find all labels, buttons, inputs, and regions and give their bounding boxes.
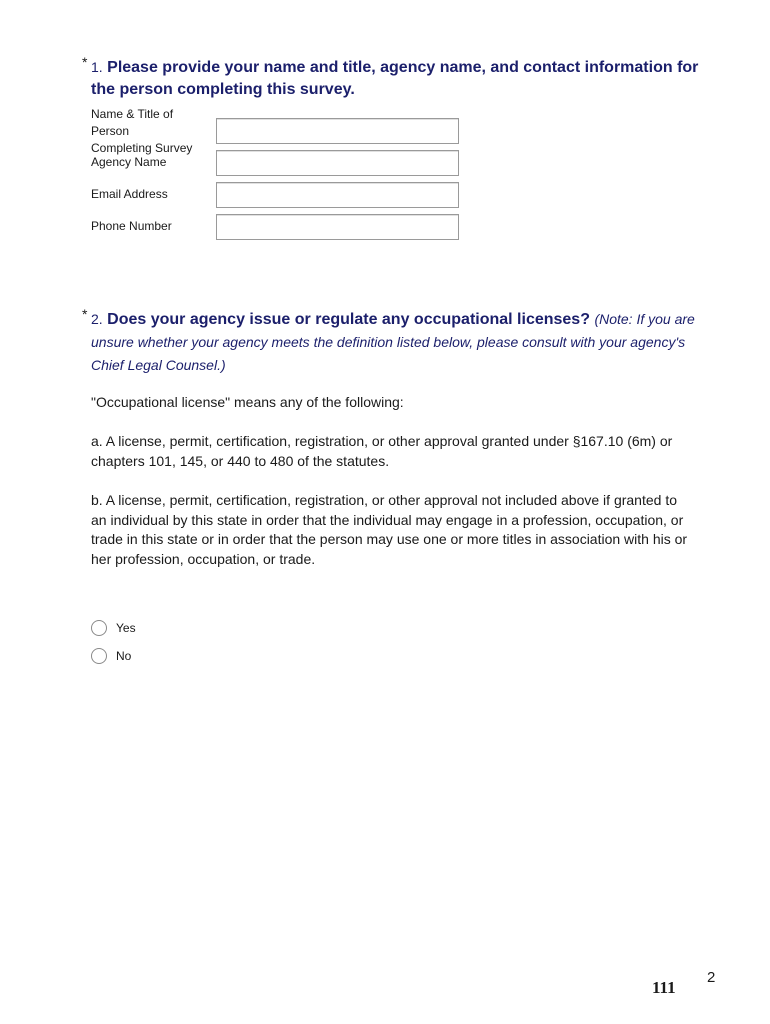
required-asterisk: *: [82, 306, 88, 322]
question-2-heading: [91, 308, 701, 377]
radio-yes[interactable]: [91, 620, 107, 636]
definition-a: a. A license, permit, certification, registration, or other approval granted under §167.10 (6m) or chapters 101, 145, or 440 to 480 of the statutes.: [91, 433, 673, 469]
definition-b: b. A license, permit, certification, registration, or other approval not included above if granted to an individual by this state in order that the individual may engage in a profession, occupation, or trade in this state or in order that the person may use one or more titles in association with his or her profession, occupation, or trade.: [91, 492, 688, 567]
name-title-label: Name & Title of Person Completing Survey: [91, 107, 193, 155]
option-no-label: No: [116, 649, 132, 663]
radio-no[interactable]: [91, 648, 107, 664]
agency-name-row: [91, 150, 491, 178]
agency-name-label: Agency Name: [91, 155, 167, 169]
question-2-number: 2.: [91, 311, 103, 327]
question-1: [82, 54, 701, 101]
option-yes-label: Yes: [116, 621, 136, 635]
question-1-heading: [91, 56, 701, 101]
email-input[interactable]: [216, 182, 459, 208]
option-yes[interactable]: [91, 619, 136, 637]
question-1-title: Please provide your name and title, agency name, and contact information for the person completing this survey.: [91, 59, 699, 98]
option-no[interactable]: [91, 647, 131, 665]
email-row: [91, 182, 491, 210]
question-2-note: (Note: If you are unsure whether your agency meets the definition listed below, please consult with your agency's Chief Legal Counsel.): [91, 311, 695, 373]
phone-row: [91, 214, 491, 242]
name-title-row: [91, 107, 491, 155]
definition-intro: "Occupational license" means any of the following:: [91, 394, 404, 410]
phone-input[interactable]: [216, 214, 459, 240]
question-2-title: Does your agency issue or regulate any occupational licenses?: [107, 311, 590, 328]
phone-label: Phone Number: [91, 219, 172, 233]
question-1-number: 1.: [91, 59, 103, 75]
page-number: 2: [707, 969, 716, 986]
page-stamp: 111: [652, 978, 676, 997]
email-label: Email Address: [91, 187, 168, 201]
agency-name-input[interactable]: [216, 150, 459, 176]
name-title-input[interactable]: [216, 118, 459, 144]
required-asterisk: *: [82, 54, 88, 70]
question-2: [82, 306, 701, 377]
